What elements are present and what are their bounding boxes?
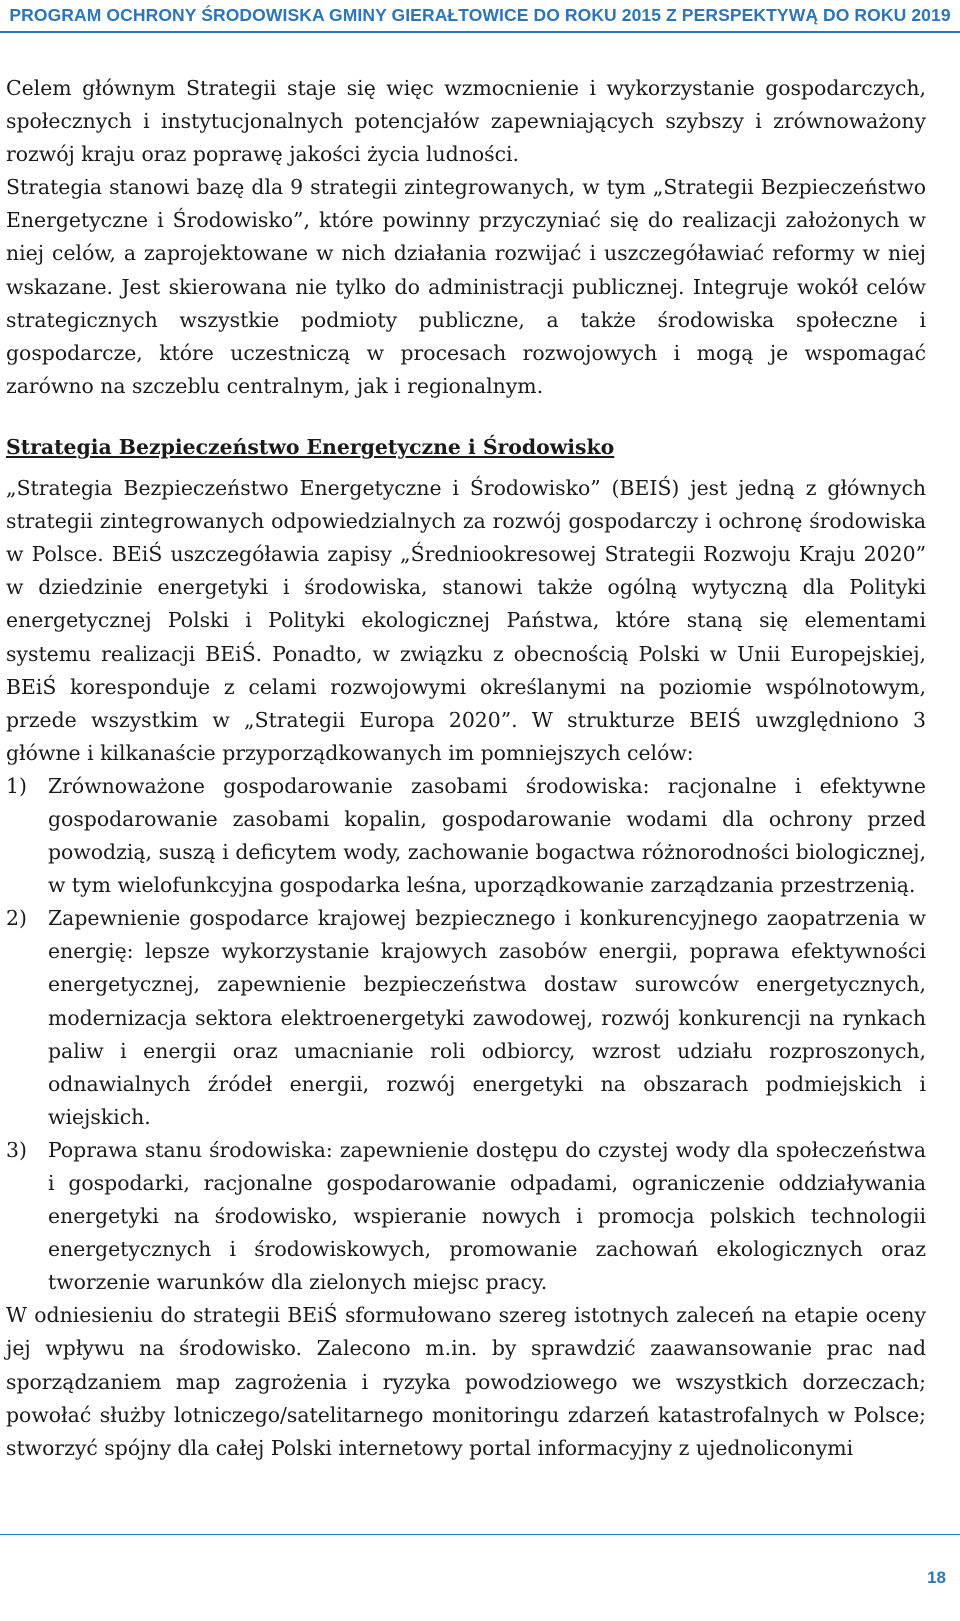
footer-divider	[0, 1534, 960, 1535]
section-heading: Strategia Bezpieczeństwo Energetyczne i Środowisko	[6, 434, 615, 459]
list-item-number: 3)	[6, 1137, 27, 1162]
page-number: 18	[927, 1568, 946, 1587]
header-divider	[0, 31, 960, 33]
paragraph-beis-intro: „Strategia Bezpieczeństwo Energetyczne i Środowisko” (BEIŚ) jest jedną z głównych strategii zintegrowanych odpowiedzialnych za rozwój gospodarczy i ochronę środowiska w Polsce. BEiŚ uszczegóławia zapisy „Średniookresowej Strategii Rozwoju Kraju 2020” w dziedzinie energetyki i środowiska, stanowi także ogólną wytyczną dla Polityki energetycznej Polski i Polityki ekologicznej Państwa, które staną się elementami systemu realizacji BEiŚ. Ponadto, w związku z obecnością Polski w Unii Europejskiej, BEiŚ koresponduje z celami rozwojowymi określanymi na poziomie wspólnotowym, przede wszystkim w „Strategii Europa 2020”. W strukturze BEIŚ uwzględniono 3 główne i kilkanaście przyporządkowanych im pomniejszych celów:	[6, 476, 926, 765]
list-item	[6, 902, 926, 1134]
list-item-text: Poprawa stanu środowiska: zapewnienie dostępu do czystej wody dla społeczeństwa i gospodarki, racjonalne gospodarowanie odpadami, ograniczenie oddziaływania energetyki na środowisko, wspieranie nowych i promocja polskich technologii energetycznych i środowiskowych, promowanie zachowań ekologicznych oraz tworzenie warunków dla zielonych miejsc pracy.	[48, 1137, 926, 1295]
list-item-text: Zapewnienie gospodarce krajowej bezpiecznego i konkurencyjnego zaopatrzenia w energię: lepsze wykorzystanie krajowych zasobów energii, poprawa efektywności energetycznej, zapewnienie bezpieczeństwa dostaw surowców energetycznych, modernizacja sektora elektroenergetyki zawodowej, rozwój konkurencji na rynkach paliw i energii oraz umacnianie roli odbiorcy, wzrost udziału rozproszonych, odnawialnych źródeł energii, rozwój energetyki na obszarach podmiejskich i wiejskich.	[48, 906, 926, 1129]
paragraph-recommendations: W odniesieniu do strategii BEiŚ sformułowano szereg istotnych zaleceń na etapie oceny jej wpływu na środowisko. Zalecono m.in. by sprawdzić zaawansowanie prac nad sporządzaniem map zagrożenia i ryzyka powodziowego we wszystkich dorzeczach; powołać służby lotniczego/satelitarnego monitoringu zdarzeń katastrofalnych w Polsce; stworzyć spójny dla całej Polski internetowy portal informacyjny z ujednoliconymi	[6, 1303, 926, 1460]
goals-list	[6, 770, 926, 1300]
list-item-number: 1)	[6, 773, 27, 798]
list-item	[6, 1134, 926, 1299]
list-item-text: Zrównoważone gospodarowanie zasobami środowiska: racjonalne i efektywne gospodarowanie zasobami kopalin, gospodarowanie wodami dla ochrony przed powodzią, suszą i deficytem wody, zachowanie bogactwa różnorodności biologicznej, w tym wielofunkcyjna gospodarka leśna, uporządkowanie zarządzania przestrzenią.	[48, 773, 926, 898]
document-title: PROGRAM OCHRONY ŚRODOWISKA GMINY GIERAŁTOWICE DO ROKU 2015 Z PERSPEKTYWĄ DO ROKU 2019	[9, 5, 951, 25]
list-item-number: 2)	[6, 906, 27, 931]
paragraph-integrated-strategies: Strategia stanowi bazę dla 9 strategii zintegrowanych, w tym „Strategii Bezpieczeństwo Energetyczne i Środowisko”, które powinny przyczyniać się do realizacji założonych w niej celów, a zaprojektowane w nich działania rozwijać i uszczegóławiać reformy w niej wskazane. Jest skierowana nie tylko do administracji publicznej. Integruje wokół celów strategicznych wszystkie podmioty publiczne, a także środowiska społeczne i gospodarcze, które uczestniczą w procesach rozwojowych i mogą je wspomagać zarówno na szczeblu centralnym, jak i regionalnym.	[6, 175, 926, 398]
list-item	[6, 770, 926, 902]
page-header	[0, 0, 960, 36]
paragraph-strategy-goal: Celem głównym Strategii staje się więc wzmocnienie i wykorzystanie gospodarczych, społecznych i instytucjonalnych potencjałów zapewniających szybszy i zrównoważony rozwój kraju oraz poprawę jakości życia ludności.	[6, 76, 926, 167]
document-body	[6, 72, 926, 1465]
